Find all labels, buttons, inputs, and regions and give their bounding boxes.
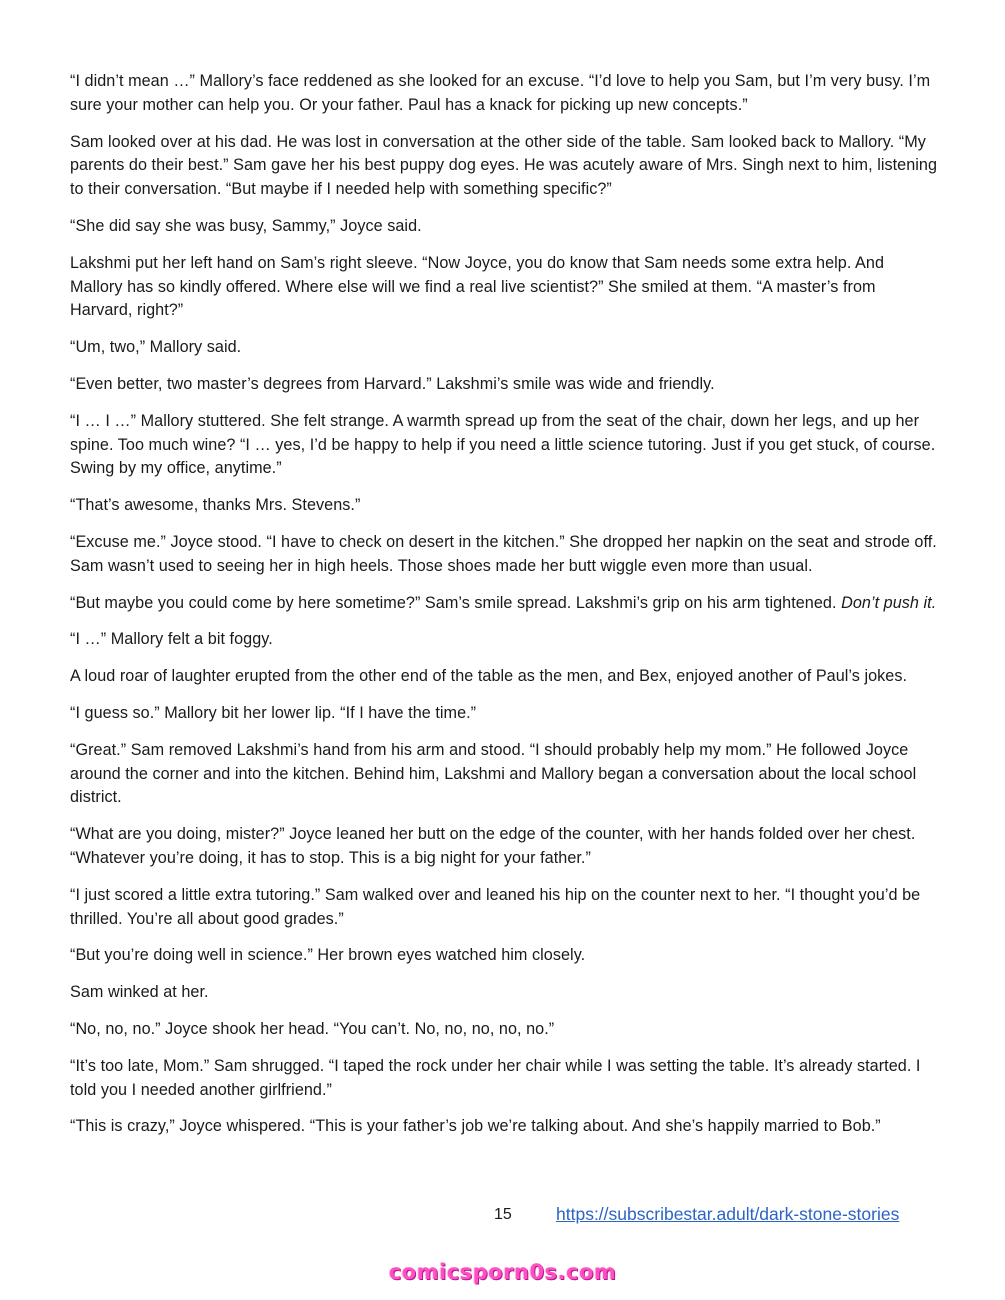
paragraph: A loud roar of laughter erupted from the other end of the table as the men, and Bex, enjoyed another of Paul’s jokes. (70, 667, 908, 686)
paragraph: “I …” Mallory felt a bit foggy. (70, 630, 273, 649)
paragraph: “I guess so.” Mallory bit her lower lip. “If I have the time.” (70, 703, 477, 722)
watermark-logo: comicsporn0s.com (388, 1260, 617, 1284)
paragraph-text: “But maybe you could come by here sometime?” Sam’s smile spread. Lakshmi’s grip on his arm tightened. (70, 593, 837, 612)
paragraph: “Great.” Sam removed Lakshmi’s hand from his arm and stood. “I should probably help my mom.” He followed Joyce around the corner and into the kitchen. Behind him, Lakshmi and Mallory began a conversation about the local school district. (70, 740, 917, 807)
paragraph: “Excuse me.” Joyce stood. “I have to check on desert in the kitchen.” She dropped her napkin on the seat and strode off. Sam wasn’t used to seeing her in high heels. Those shoes made her butt wiggle even more than usual. (70, 532, 937, 575)
paragraph: “No, no, no.” Joyce shook her head. “You can’t. No, no, no, no, no.” (70, 1019, 555, 1038)
paragraph: “This is crazy,” Joyce whispered. “This is your father’s job we’re talking about. And she’s happily married to Bob.” (70, 1117, 881, 1136)
paragraph: “What are you doing, mister?” Joyce leaned her butt on the edge of the counter, with her hands folded over her chest. “Whatever you’re doing, it has to stop. This is a big night for your father.” (70, 825, 916, 867)
paragraph: “She did say she was busy, Sammy,” Joyce said. (70, 216, 422, 235)
paragraph: Lakshmi put her left hand on Sam’s right sleeve. “Now Joyce, you do know that Sam needs some extra help. And Mallory has so kindly offered. Where else will we find a real live scientist?” She smiled at them. “A master’s from Harvard, right?” (70, 253, 885, 320)
paragraph: “I just scored a little extra tutoring.” Sam walked over and leaned his hip on the counter next to her. “I thought you’d be thrilled. You’re all about good grades.” (70, 885, 921, 928)
italic-thought: Don’t push it. (841, 593, 937, 612)
paragraph: “I didn’t mean …” Mallory’s face reddened as she looked for an excuse. “I’d love to help you Sam, but I’m very busy. I’m sure your mother can help you. Or your father. Paul has a knack for picking up new concepts.” (70, 72, 931, 114)
paragraph: “Um, two,” Mallory said. (70, 338, 242, 357)
page-number: 15 (494, 1206, 512, 1223)
page-body (70, 70, 940, 1152)
paragraph: Sam winked at her. (70, 983, 209, 1002)
paragraph: “Even better, two master’s degrees from Harvard.” Lakshmi’s smile was wide and friendly. (70, 374, 715, 393)
paragraph: “That’s awesome, thanks Mrs. Stevens.” (70, 496, 361, 515)
paragraph: “But you’re doing well in science.” Her brown eyes watched him closely. (70, 946, 586, 965)
subscribestar-link[interactable]: https://subscribestar.adult/dark-stone-stories (556, 1204, 900, 1224)
page-footer (0, 1206, 1005, 1236)
paragraph: “It’s too late, Mom.” Sam shrugged. “I taped the rock under her chair while I was setting the table. It’s already started. I told you I needed another girlfriend.” (70, 1056, 921, 1099)
paragraph: “I … I …” Mallory stuttered. She felt strange. A warmth spread up from the seat of the chair, down her legs, and up her spine. Too much wine? “I … yes, I’d be happy to help if you need a little science tutoring. Just if you get stuck, of course. Swing by my office, anytime.” (70, 411, 936, 478)
paragraph: Sam looked over at his dad. He was lost in conversation at the other side of the table. Sam looked back to Mallory. “My parents do their best.” Sam gave her his best puppy dog eyes. He was acutely aware of Mrs. Singh next to him, listening to their conversation. “But maybe if I needed help with something specific?” (70, 132, 938, 199)
paragraph-with-italic (70, 592, 940, 616)
